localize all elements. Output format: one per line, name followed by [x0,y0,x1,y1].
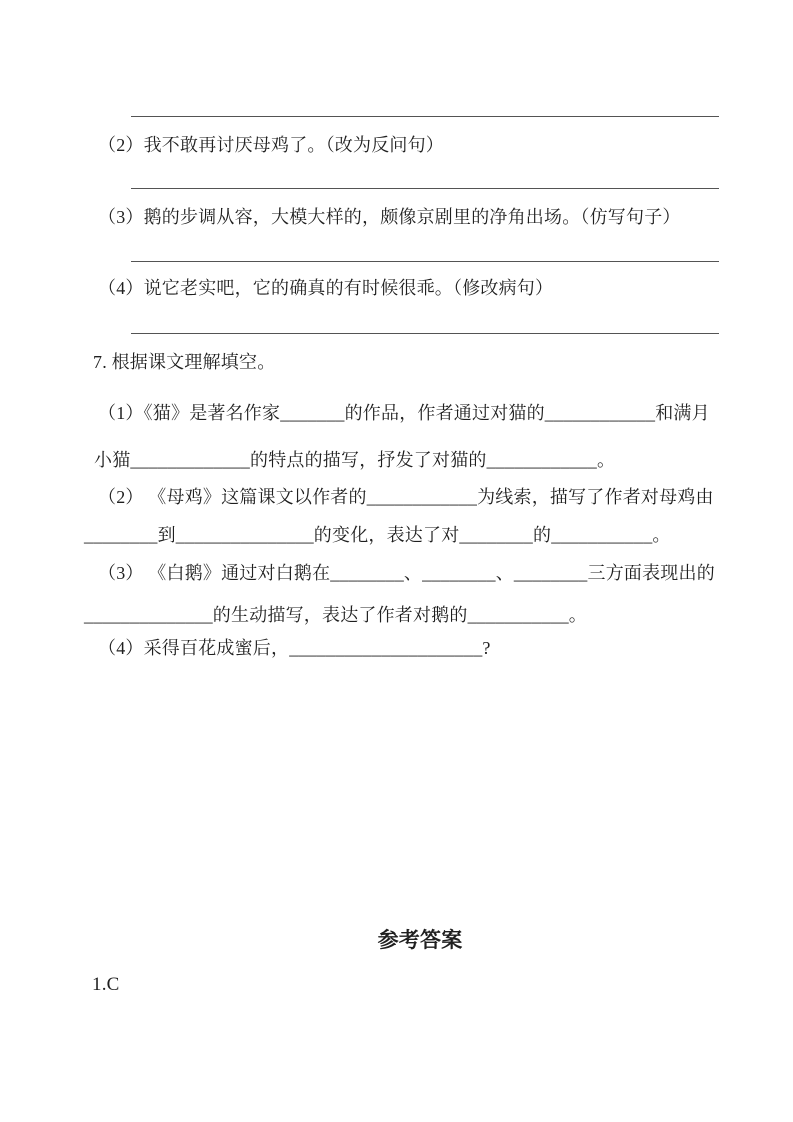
answer-blank-line-1 [131,116,719,117]
question7-item-2-line-2: ________到_______________的变化，表达了对________的___________。 [84,525,671,545]
question6-item-4: （4）说它老实吧，它的确真的有时候很乖。（修改病句） [98,278,554,298]
answer-blank-line-2 [131,188,719,189]
reference-answer-1: 1.C [92,974,120,995]
question7-item-4: （4）采得百花成蜜后，_____________________? [98,638,491,658]
question7-item-1-line-1: （1）《猫》是著名作家_______的作品，作者通过对猫的____________和满月 [98,403,710,423]
answer-blank-line-3 [131,261,719,262]
question6-item-3: （3）鹅的步调从容，大模大样的，颇像京剧里的净角出场。（仿写句子） [98,207,681,227]
question6-item-2: （2）我不敢再讨厌母鸡了。（改为反问句） [98,135,444,155]
reference-answers-heading: 参考答案 [377,928,463,952]
question7-item-3-line-2: ______________的生动描写，表达了作者对鹅的___________。 [84,605,587,625]
answer-blank-line-4 [131,333,719,334]
question7-item-3-line-1: （3） 《白鹅》通过对白鹅在________、________、________三方面表现出的 [98,563,715,583]
question7-item-2-line-1: （2） 《母鸡》这篇课文以作者的____________为线索，描写了作者对母鸡由 [98,487,714,507]
question7-heading: 7. 根据课文理解填空。 [93,352,276,372]
question7-item-1-line-2: 小猫_____________的特点的描写，抒发了对猫的____________。 [94,450,616,470]
